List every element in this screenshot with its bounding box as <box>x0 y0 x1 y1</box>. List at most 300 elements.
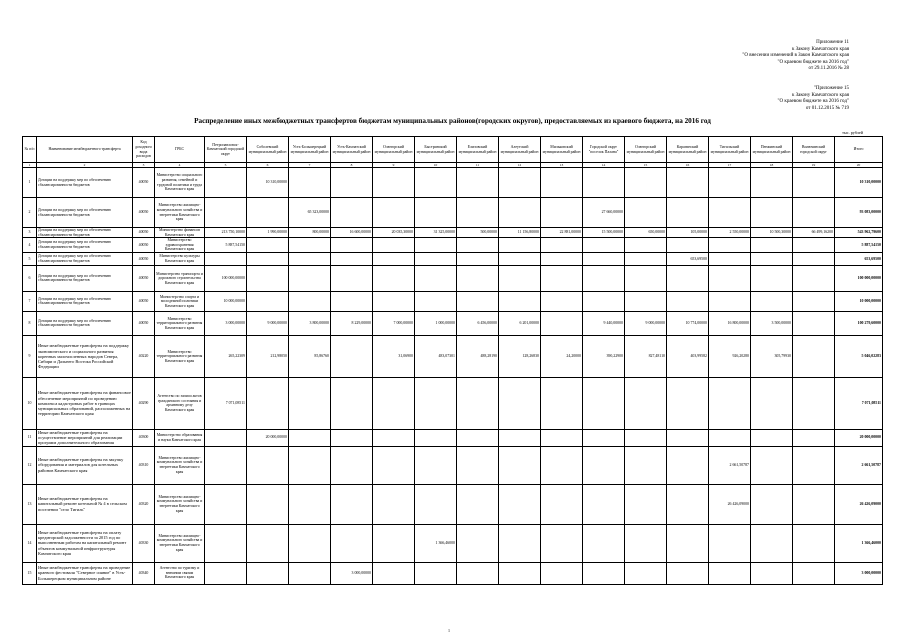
amount-cell <box>709 198 751 228</box>
amount-cell: 9 440,00000 <box>583 311 625 335</box>
amount-cell <box>625 524 667 562</box>
amount-cell: 6 201,00000 <box>499 311 541 335</box>
amount-cell <box>625 291 667 311</box>
amount-cell: 16 600,00000 <box>331 228 373 238</box>
header-line: к Закону Камчатского края <box>791 92 849 98</box>
row-number: 4 <box>23 238 37 253</box>
amount-cell <box>541 446 583 484</box>
amount-cell <box>667 377 709 429</box>
table-row <box>23 228 883 238</box>
amount-cell <box>247 562 289 584</box>
amount-cell <box>457 429 499 446</box>
transfers-table <box>22 136 883 585</box>
transfer-name: Дотации на поддержку мер по обеспечению сбалансированности бюджетов <box>37 252 133 265</box>
expense-code: 40050 <box>133 311 155 335</box>
amount-cell <box>541 524 583 562</box>
amount-cell <box>709 562 751 584</box>
header-line: "Приложение 15 <box>813 86 849 91</box>
amount-cell <box>289 291 331 311</box>
column-header: № п/п <box>23 137 37 163</box>
amount-cell <box>583 524 625 562</box>
amount-cell: 24,20000 <box>541 335 583 377</box>
amount-cell <box>373 238 415 253</box>
amount-cell <box>499 377 541 429</box>
header-line: "О краевом бюджете на 2016 год" <box>777 99 849 105</box>
column-header: Вилючинский городской округ <box>793 137 835 163</box>
amount-cell <box>289 446 331 484</box>
amount-cell <box>331 446 373 484</box>
row-total: 543 962,79600 <box>835 228 883 238</box>
amount-cell: 488,28190 <box>457 335 499 377</box>
amount-cell <box>583 429 625 446</box>
header-line: "О краевом бюджете на 2016 год" <box>777 59 849 65</box>
transfer-name: Иные межбюджетные трансферты на оплату кредиторской задолженности за 2015 год по выполненным работам на капитальный ремонт объектов коммунальной инфраструктуры Камчатского края <box>37 524 133 562</box>
amount-cell <box>499 198 541 228</box>
amount-cell <box>457 198 499 228</box>
amount-cell: 7 000,00000 <box>373 311 415 335</box>
transfer-name: Дотации на поддержку мер по обеспечению сбалансированности бюджетов <box>37 198 133 228</box>
amount-cell <box>499 168 541 198</box>
amount-cell <box>709 524 751 562</box>
amount-cell <box>541 377 583 429</box>
amount-cell <box>289 238 331 253</box>
amount-cell: 31 325,00000 <box>415 228 457 238</box>
amount-cell <box>793 429 835 446</box>
row-number: 11 <box>23 429 37 446</box>
amount-cell: 20 000,00000 <box>247 429 289 446</box>
amount-cell: 10 500,30000 <box>751 228 793 238</box>
amount-cell: 6 456,00000 <box>457 311 499 335</box>
amount-cell: 1 366,46000 <box>415 524 457 562</box>
amount-cell <box>457 252 499 265</box>
amount-cell <box>709 238 751 253</box>
amount-cell <box>205 168 247 198</box>
transfer-name: Дотации на поддержку мер по обеспечению сбалансированности бюджетов <box>37 228 133 238</box>
amount-cell <box>625 265 667 291</box>
amount-cell <box>373 265 415 291</box>
amount-cell <box>793 335 835 377</box>
amount-cell <box>289 429 331 446</box>
expense-code: 40050 <box>133 168 155 198</box>
row-total: 20 000,00000 <box>835 429 883 446</box>
amount-cell <box>583 168 625 198</box>
amount-cell: 1 990,00000 <box>247 228 289 238</box>
table-row <box>23 484 883 524</box>
amount-cell: 85,86760 <box>289 335 331 377</box>
table-row <box>23 252 883 265</box>
amount-cell: 265,22309 <box>205 335 247 377</box>
amount-cell <box>247 265 289 291</box>
table-row <box>23 265 883 291</box>
amount-cell <box>457 524 499 562</box>
amount-cell: 100 000,00000 <box>205 265 247 291</box>
transfer-name: Дотации на поддержку мер по обеспечению сбалансированности бюджетов <box>37 265 133 291</box>
page-number: 1 <box>448 628 450 633</box>
amount-cell: 10 000,00000 <box>205 291 247 311</box>
amount-cell <box>793 377 835 429</box>
transfer-name: Иные межбюджетные трансферты на поддержку экономического и социального развития коренных малочисленных народов Севера, Сибири и Дальнего Востока Российской Федерации <box>37 335 133 377</box>
column-header: Пенжинский муниципальный район <box>751 137 793 163</box>
amount-cell <box>625 252 667 265</box>
column-header: Код доходного вида расходов <box>133 137 155 163</box>
row-total: 100 000,00000 <box>835 265 883 291</box>
column-number: 3 <box>133 163 155 168</box>
column-number: 1 <box>23 163 37 168</box>
amount-cell: 20 035,30000 <box>373 228 415 238</box>
amount-cell <box>205 429 247 446</box>
amount-cell <box>415 168 457 198</box>
amount-cell <box>709 429 751 446</box>
amount-cell <box>541 311 583 335</box>
amount-cell <box>667 446 709 484</box>
amount-cell: 3 000,00000 <box>331 562 373 584</box>
column-number: 19 <box>793 163 835 168</box>
row-number: 12 <box>23 446 37 484</box>
amount-cell <box>625 446 667 484</box>
transfer-name: Иные межбюджетные трансферты на осуществление мероприятий для реализации программ дополнительного образования <box>37 429 133 446</box>
expense-code: 40330 <box>133 524 155 562</box>
amount-cell <box>331 252 373 265</box>
grbs-name: Министерство жилищно-коммунального хозяйства и энергетики Камчатского края <box>155 484 205 524</box>
amount-cell <box>289 168 331 198</box>
amount-cell <box>541 198 583 228</box>
amount-cell: 65 323,00000 <box>289 198 331 228</box>
amount-cell <box>289 484 331 524</box>
amount-cell: 27 660,00000 <box>583 198 625 228</box>
amount-cell <box>499 238 541 253</box>
amount-cell <box>415 484 457 524</box>
grbs-name: Министерство здравоохранения Камчатского края <box>155 238 205 253</box>
amount-cell <box>415 377 457 429</box>
amount-cell <box>331 291 373 311</box>
amount-cell: 650,00000 <box>625 228 667 238</box>
amount-cell <box>331 377 373 429</box>
amount-cell <box>793 484 835 524</box>
amount-cell: 10 310,00000 <box>247 168 289 198</box>
header-line: от 01.12.2015 № 719 <box>805 105 849 111</box>
amount-cell <box>373 484 415 524</box>
amount-cell: 31,06900 <box>373 335 415 377</box>
amount-cell <box>709 168 751 198</box>
column-number: 6 <box>247 163 289 168</box>
amount-cell <box>667 198 709 228</box>
amount-cell <box>793 446 835 484</box>
column-number: 14 <box>583 163 625 168</box>
amount-cell <box>373 524 415 562</box>
row-total: 100 279,60000 <box>835 311 883 335</box>
amount-cell <box>373 198 415 228</box>
row-total: 5 046,02283 <box>835 335 883 377</box>
appendix-header-1 <box>742 40 849 73</box>
amount-cell <box>667 429 709 446</box>
column-number: 18 <box>751 163 793 168</box>
column-number: 20 <box>835 163 883 168</box>
amount-cell <box>751 168 793 198</box>
amount-cell <box>331 484 373 524</box>
expense-code: 40050 <box>133 228 155 238</box>
amount-cell <box>331 265 373 291</box>
amount-cell: 3 000,00000 <box>205 311 247 335</box>
amount-cell <box>373 429 415 446</box>
amount-cell <box>541 291 583 311</box>
amount-cell <box>625 484 667 524</box>
row-total: 3 000,00000 <box>835 562 883 584</box>
amount-cell <box>667 291 709 311</box>
amount-cell <box>247 484 289 524</box>
grbs-name: Министерство транспорта и дорожного строительства Камчатского края <box>155 265 205 291</box>
row-number: 9 <box>23 335 37 377</box>
grbs-name: Агентство по туризму и внешним связям Камчатского края <box>155 562 205 584</box>
table-row <box>23 311 883 335</box>
amount-cell: 500,00000 <box>457 228 499 238</box>
row-number: 14 <box>23 524 37 562</box>
header-line: "О внесении изменений в Закон Камчатского края <box>742 53 849 59</box>
amount-cell <box>205 524 247 562</box>
amount-cell <box>541 429 583 446</box>
row-number: 7 <box>23 291 37 311</box>
row-number: 13 <box>23 484 37 524</box>
amount-cell <box>499 562 541 584</box>
column-number: 13 <box>541 163 583 168</box>
amount-cell <box>499 252 541 265</box>
row-total: 2 661,50787 <box>835 446 883 484</box>
amount-cell <box>709 265 751 291</box>
amount-cell <box>709 291 751 311</box>
column-header: Усть-Большерецкий муниципальный район <box>289 137 331 163</box>
amount-cell <box>205 198 247 228</box>
amount-cell <box>415 429 457 446</box>
column-header: Наименование межбюджетного трансферта <box>37 137 133 163</box>
amount-cell <box>793 562 835 584</box>
column-header: ГРБС <box>155 137 205 163</box>
amount-cell <box>247 238 289 253</box>
row-number: 15 <box>23 562 37 584</box>
amount-cell <box>499 446 541 484</box>
table-row <box>23 562 883 584</box>
amount-cell <box>499 524 541 562</box>
column-header: Усть-Камчатский муниципальный район <box>331 137 373 163</box>
amount-cell <box>625 562 667 584</box>
amount-cell <box>457 291 499 311</box>
grbs-name: Министерство территориального развития Камчатского края <box>155 311 205 335</box>
amount-cell <box>499 291 541 311</box>
expense-code: 40290 <box>133 377 155 429</box>
amount-cell <box>709 252 751 265</box>
table-row <box>23 291 883 311</box>
amount-cell <box>625 377 667 429</box>
amount-cell <box>709 377 751 429</box>
table-row <box>23 377 883 429</box>
amount-cell: 2 550,00000 <box>709 228 751 238</box>
column-header: Тигильский муниципальный район <box>709 137 751 163</box>
amount-cell <box>373 168 415 198</box>
amount-cell: 105,00000 <box>667 228 709 238</box>
amount-cell: 403,99582 <box>667 335 709 377</box>
column-number: 2 <box>37 163 133 168</box>
row-total: 26 426,09000 <box>835 484 883 524</box>
amount-cell <box>289 562 331 584</box>
amount-cell <box>751 238 793 253</box>
amount-cell: 66 499,16200 <box>793 228 835 238</box>
amount-cell <box>667 524 709 562</box>
column-header: Быстринский муниципальный район <box>415 137 457 163</box>
amount-cell <box>373 562 415 584</box>
amount-cell <box>415 252 457 265</box>
amount-cell: 305,79930 <box>751 335 793 377</box>
appendix-header-2 <box>777 86 849 112</box>
transfer-name: Дотации на поддержку мер по обеспечению сбалансированности бюджетов <box>37 291 133 311</box>
column-number: 12 <box>499 163 541 168</box>
grbs-name: Министерство спорта и молодежной политики Камчатского края <box>155 291 205 311</box>
amount-cell <box>583 252 625 265</box>
amount-cell <box>247 377 289 429</box>
amount-cell: 11 156,80000 <box>499 228 541 238</box>
amount-cell: 827,48110 <box>625 335 667 377</box>
amount-cell <box>457 265 499 291</box>
amount-cell: 1 000,00000 <box>415 311 457 335</box>
amount-cell: 8 229,00000 <box>331 311 373 335</box>
amount-cell <box>793 291 835 311</box>
grbs-name: Министерство культуры Камчатского края <box>155 252 205 265</box>
amount-cell <box>751 265 793 291</box>
table-row <box>23 198 883 228</box>
amount-cell: 9 000,00000 <box>625 311 667 335</box>
document-title: Распределение иных межбюджетных трансфертов бюджетам муниципальных районов(городских округов), предоставляемых из краевого бюджета, на 2016 год <box>194 117 711 125</box>
amount-cell <box>205 484 247 524</box>
row-total: 7 071,08511 <box>835 377 883 429</box>
amount-cell <box>457 484 499 524</box>
header-line: к Закону Камчатского края <box>791 46 849 52</box>
amount-cell <box>541 484 583 524</box>
amount-cell <box>583 562 625 584</box>
amount-cell <box>751 291 793 311</box>
amount-cell <box>289 524 331 562</box>
column-number: 8 <box>331 163 373 168</box>
amount-cell <box>793 311 835 335</box>
amount-cell <box>247 446 289 484</box>
amount-cell <box>583 265 625 291</box>
amount-cell: 926,20280 <box>709 335 751 377</box>
amount-cell <box>667 265 709 291</box>
column-header: Итого <box>835 137 883 163</box>
amount-cell <box>373 446 415 484</box>
amount-cell <box>247 198 289 228</box>
amount-cell <box>667 562 709 584</box>
amount-cell <box>667 484 709 524</box>
units-label: тыс. рублей <box>842 130 863 135</box>
row-number: 10 <box>23 377 37 429</box>
amount-cell <box>457 168 499 198</box>
amount-cell <box>751 252 793 265</box>
expense-code: 40050 <box>133 252 155 265</box>
amount-cell <box>415 265 457 291</box>
amount-cell: 2 661,50787 <box>709 446 751 484</box>
table-row <box>23 168 883 198</box>
amount-cell <box>247 291 289 311</box>
amount-cell: 3 800,00000 <box>289 311 331 335</box>
amount-cell <box>499 265 541 291</box>
transfer-name: Иные межбюджетные трансферты на закупку оборудования и материалов для котельных районов Камчатского края <box>37 446 133 484</box>
amount-cell <box>541 265 583 291</box>
amount-cell <box>289 252 331 265</box>
amount-cell <box>457 562 499 584</box>
column-header: Алеутский муниципальный район <box>499 137 541 163</box>
table-row <box>23 446 883 484</box>
row-total: 653,69500 <box>835 252 883 265</box>
amount-cell <box>751 524 793 562</box>
row-number: 2 <box>23 198 37 228</box>
row-total: 10 000,00000 <box>835 291 883 311</box>
header-row <box>23 137 883 163</box>
amount-cell: 10 774,00000 <box>667 311 709 335</box>
amount-cell <box>583 446 625 484</box>
column-number: 9 <box>373 163 415 168</box>
amount-cell <box>751 377 793 429</box>
amount-cell: 5 887,54150 <box>205 238 247 253</box>
grbs-name: Министерство жилищно-коммунального хозяйства и энергетики Камчатского края <box>155 446 205 484</box>
grbs-name: Министерство финансов Камчатского края <box>155 228 205 238</box>
amount-cell <box>415 238 457 253</box>
row-total: 10 310,00000 <box>835 168 883 198</box>
amount-cell <box>373 252 415 265</box>
expense-code: 40320 <box>133 484 155 524</box>
column-number: 10 <box>415 163 457 168</box>
transfer-name: Дотации на поддержку мер по обеспечению сбалансированности бюджетов <box>37 238 133 253</box>
amount-cell: 212,98050 <box>247 335 289 377</box>
amount-cell <box>373 291 415 311</box>
grbs-name: Министерство территориального развития Камчатского края <box>155 335 205 377</box>
amount-cell <box>541 562 583 584</box>
amount-cell: 390,22900 <box>583 335 625 377</box>
amount-cell: 16 800,00000 <box>709 311 751 335</box>
amount-cell <box>331 524 373 562</box>
column-number: 5 <box>205 163 247 168</box>
column-header: Елизовский муниципальный район <box>457 137 499 163</box>
grbs-name: Министерство социального развития, семейной и трудовой политики и труда Камчатского края <box>155 168 205 198</box>
header-line: Приложение 11 <box>816 40 849 45</box>
table-row <box>23 238 883 253</box>
amount-cell <box>457 238 499 253</box>
transfer-name: Иные межбюджетные трансферты на финансовое обеспечение мероприятий по проведению комплекса кадастровых работ в границах муниципальных образований, расположенных на территории Камчатского края <box>37 377 133 429</box>
amount-cell <box>583 377 625 429</box>
amount-cell <box>583 238 625 253</box>
grbs-name: Министерство образования и науки Камчатского края <box>155 429 205 446</box>
amount-cell <box>331 429 373 446</box>
row-number: 3 <box>23 228 37 238</box>
amount-cell <box>499 429 541 446</box>
amount-cell <box>583 291 625 311</box>
amount-cell <box>793 524 835 562</box>
column-number: 7 <box>289 163 331 168</box>
transfer-name: Дотации на поддержку мер по обеспечению сбалансированности бюджетов <box>37 168 133 198</box>
amount-cell <box>415 198 457 228</box>
amount-cell <box>205 562 247 584</box>
amount-cell: 9 000,00000 <box>247 311 289 335</box>
amount-cell: 22 881,00000 <box>541 228 583 238</box>
row-number: 1 <box>23 168 37 198</box>
amount-cell <box>457 377 499 429</box>
column-number: 16 <box>667 163 709 168</box>
expense-code: 40220 <box>133 335 155 377</box>
amount-cell <box>331 335 373 377</box>
column-number: 15 <box>625 163 667 168</box>
row-total: 1 366,46000 <box>835 524 883 562</box>
amount-cell <box>247 524 289 562</box>
row-total: 93 083,00000 <box>835 198 883 228</box>
column-header: Карагинский муниципальный район <box>667 137 709 163</box>
amount-cell <box>751 562 793 584</box>
amount-cell <box>793 238 835 253</box>
